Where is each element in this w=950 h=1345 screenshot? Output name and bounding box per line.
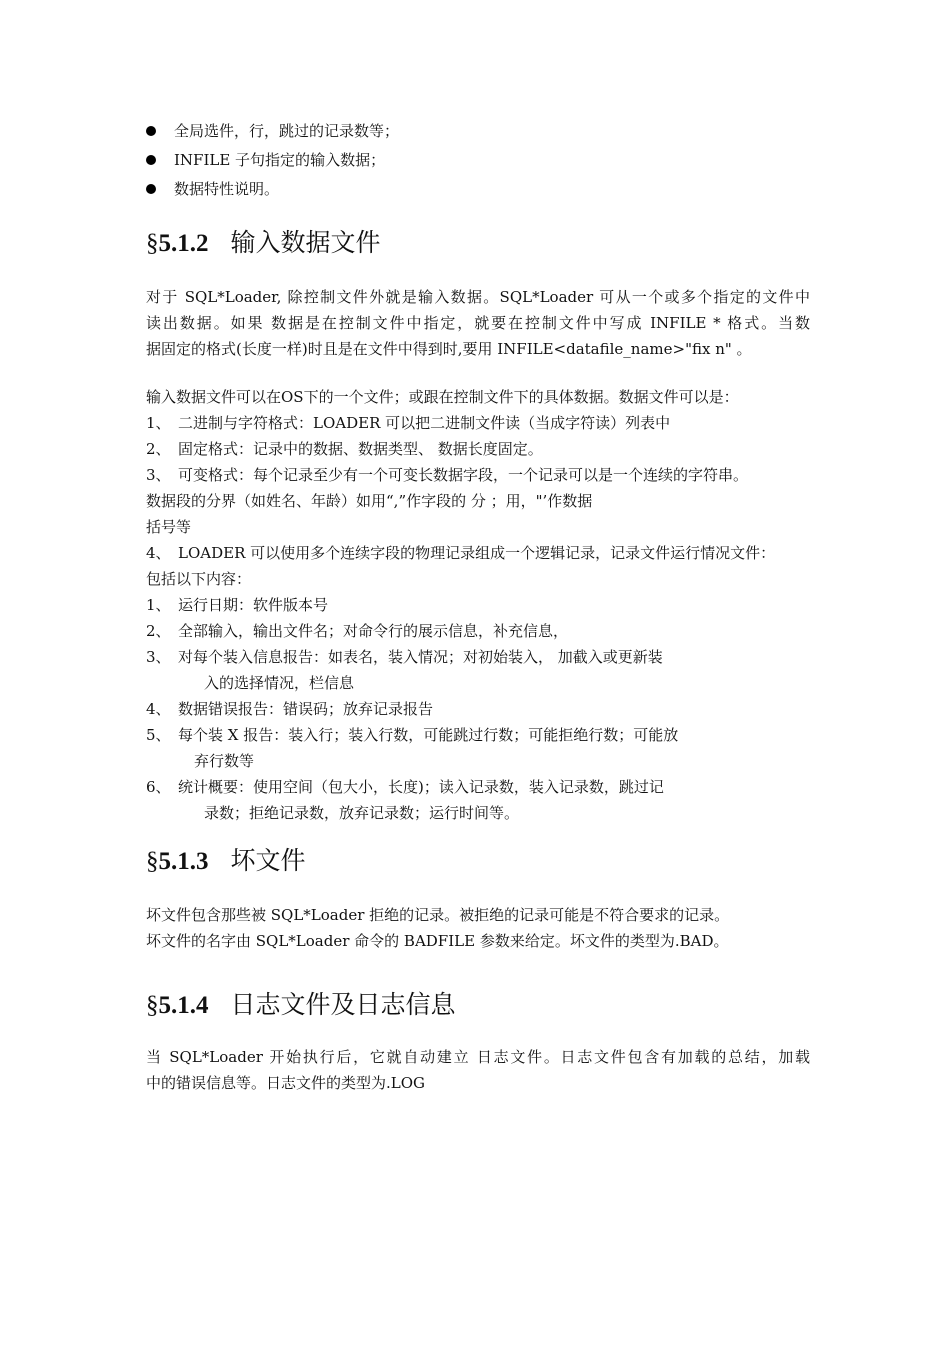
list-item — [146, 462, 810, 488]
section-heading — [146, 846, 306, 877]
section-number: 5.1.3 — [158, 848, 209, 875]
list-number: 3、 — [146, 648, 171, 666]
paragraph-line: 读出数据。如果 数据是在控制文件中指定，就要在控制文件中写成 INFILE * 格式。当数 — [146, 314, 810, 332]
list-number: 2、 — [146, 622, 171, 640]
list-item-text: 运行日期：软件版本号 — [178, 596, 329, 614]
input-file-list — [146, 384, 810, 826]
list-item-continuation: 录数；拒绝记录数，放弃记录数；运行时间等。 — [204, 804, 520, 822]
paragraph-line: 输入数据文件可以在OS下的一个文件；或跟在控制文件下的具体数据。数据文件可以是： — [146, 388, 739, 406]
section-mark: § — [146, 992, 159, 1019]
list-item — [146, 696, 810, 722]
list-item — [146, 644, 810, 670]
section-title: 坏文件 — [230, 846, 306, 875]
section-heading — [146, 228, 381, 259]
list-item-text: 数据错误报告：错误码；放弃记录报告 — [178, 700, 434, 718]
list-item — [146, 618, 810, 644]
list-item-text: LOADER 可以使用多个连续字段的物理记录组成一个逻辑记录，记录文件运行情况文件： — [178, 544, 776, 562]
list-number: 4、 — [146, 544, 171, 562]
section-number: 5.1.4 — [158, 992, 209, 1019]
list-number: 1、 — [146, 414, 171, 432]
list-item-text: 二进制与字符格式：LOADER 可以把二进制文件读（当成字符读）列表中 — [178, 414, 671, 432]
list-item — [146, 116, 826, 145]
paragraph-line: 数据段的分界（如姓名、年龄）如用“,”作字段的 分 ；用，"’作数据 — [146, 492, 593, 510]
list-number: 6、 — [146, 778, 171, 796]
list-item — [146, 722, 810, 748]
list-item-text: 统计概要：使用空间（包大小，长度)；读入记录数，装入记录数，跳过记 — [178, 778, 664, 796]
bullet-list — [146, 116, 826, 203]
bullet-icon — [146, 155, 156, 165]
list-number: 4、 — [146, 700, 171, 718]
list-number: 1、 — [146, 596, 171, 614]
section-number: 5.1.2 — [158, 230, 209, 257]
list-item — [146, 145, 826, 174]
paragraph-line: 坏文件的名字由 SQL*Loader 命令的 BADFILE 参数来给定。坏文件的类型为.BAD。 — [146, 932, 729, 950]
section-heading — [146, 990, 456, 1021]
list-item-text: 数据特性说明。 — [174, 180, 280, 198]
section-mark: § — [146, 230, 159, 257]
section-title: 输入数据文件 — [230, 228, 381, 257]
paragraph-line: 包括以下内容： — [146, 570, 252, 588]
bullet-icon — [146, 184, 156, 194]
list-item-text: 全局选件，行，跳过的记录数等； — [174, 122, 400, 140]
list-item-text: INFILE 子句指定的输入数据； — [174, 151, 386, 169]
paragraph-line: 对于 SQL*Loader, 除控制文件外就是输入数据。SQL*Loader 可从一个或多个指定的文件中 — [146, 288, 810, 306]
list-item-text: 固定格式：记录中的数据、数据类型、 数据长度固定。 — [178, 440, 543, 458]
section-title: 日志文件及日志信息 — [230, 990, 456, 1019]
paragraph-line: 中的错误信息等。日志文件的类型为.LOG — [146, 1074, 426, 1092]
list-item — [146, 410, 810, 436]
list-item-continuation: 弃行数等 — [194, 752, 255, 770]
list-number: 5、 — [146, 726, 171, 744]
list-item — [146, 174, 826, 203]
bad-file-paragraph — [146, 902, 810, 954]
list-item-text: 对每个装入信息报告：如表名，装入情况；对初始装入， 加截入或更新装 — [178, 648, 663, 666]
paragraph-line: 括号等 — [146, 518, 192, 536]
list-number: 2、 — [146, 440, 171, 458]
paragraph-line: 据固定的格式(长度一样)时且是在文件中得到时,要用 INFILE<datafile_name>"fix n" 。 — [146, 340, 752, 358]
list-item-text: 可变格式：每个记录至少有一个可变长数据字段，一个记录可以是一个连续的字符串。 — [178, 466, 749, 484]
list-item — [146, 592, 810, 618]
list-item-continuation: 入的选择情况，栏信息 — [204, 674, 355, 692]
paragraph-line: 坏文件包含那些被 SQL*Loader 拒绝的记录。被拒绝的记录可能是不符合要求的记录。 — [146, 906, 730, 924]
input-data-paragraph — [146, 284, 810, 362]
list-item-text: 每个装 X 报告：装入行；装入行数，可能跳过行数；可能拒绝行数；可能放 — [178, 726, 679, 744]
paragraph-line: 当 SQL*Loader 开始执行后，它就自动建立 日志文件。日志文件包含有加载的总结，加载 — [146, 1048, 810, 1066]
list-item — [146, 540, 810, 566]
log-file-paragraph — [146, 1044, 810, 1096]
section-mark: § — [146, 848, 159, 875]
list-number: 3、 — [146, 466, 171, 484]
bullet-icon — [146, 126, 156, 136]
list-item — [146, 436, 810, 462]
list-item — [146, 774, 810, 800]
list-item-text: 全部输入，输出文件名；对命令行的展示信息，补充信息， — [178, 622, 569, 640]
